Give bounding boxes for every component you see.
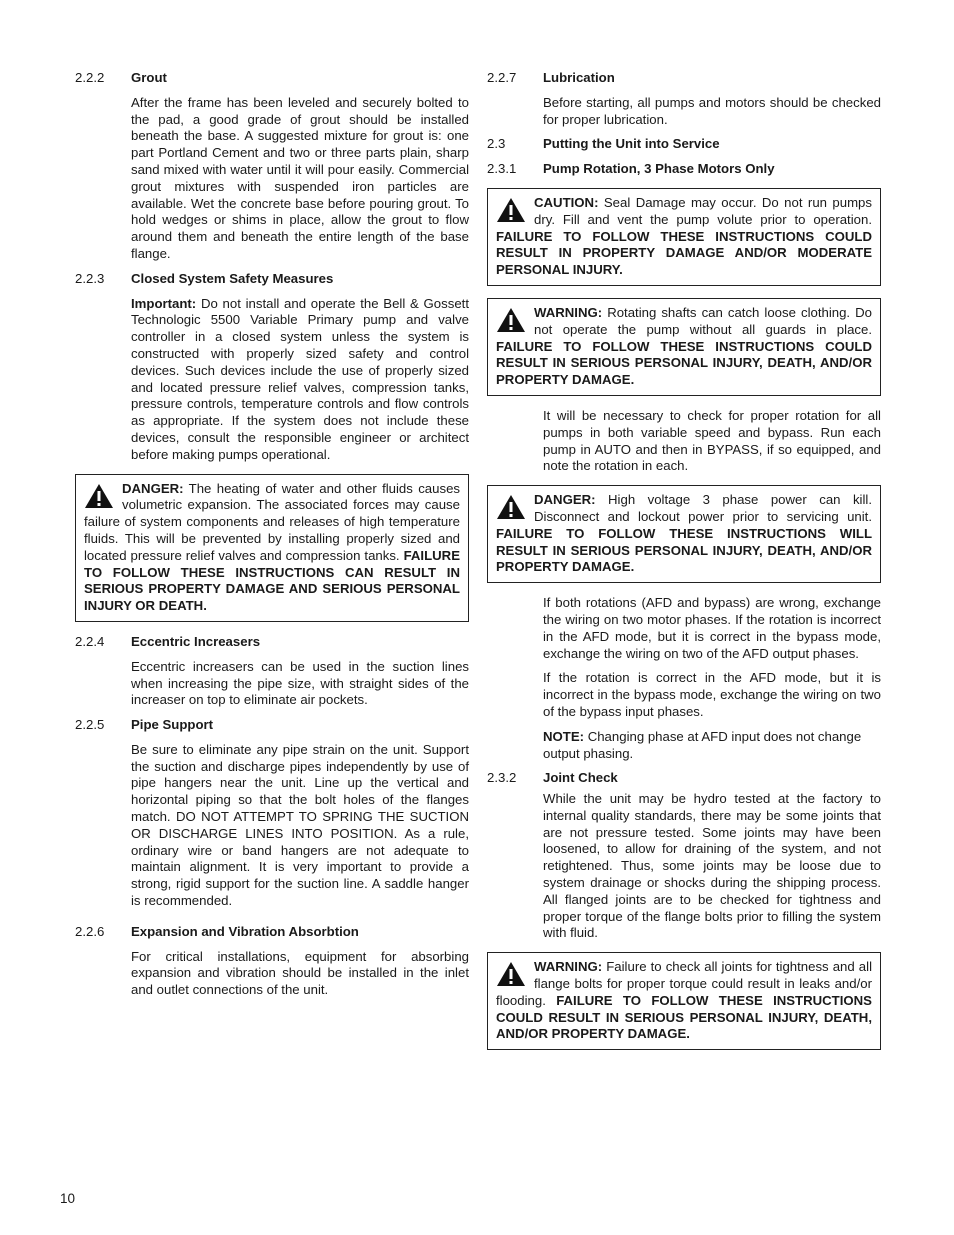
rotation-check-paragraph: It will be necessary to check for proper rotation for all pumps in both variable speed and bypass. Run each pump in AUTO and then in BYPASS, if so equipped, and note the rotation in each. [543,407,881,474]
section-number: 2.3.2 [487,770,517,786]
danger-consequence: FAILURE TO FOLLOW THESE INSTRUCTIONS WILL RESULT IN SERIOUS PERSONAL INJURY, DEATH, AND/OR PROPERTY DAMAGE. [496,525,872,575]
section-heading-2-2-5 [75,717,469,734]
section-number: 2.2.2 [75,70,105,85]
expansion-paragraph: For critical installations, equipment for absorbing expansion and vibration should be installed in the inlet and outlet connections of the unit. [131,948,469,998]
eccentric-increasers-paragraph: Eccentric increasers can be used in the suction lines when increasing the pipe size, with straight sides of the increaser on top to eliminate air pockets. [131,658,469,708]
section-number: 2.2.7 [487,70,517,85]
warning-text: Rotating shafts can catch loose clothing. Do not operate the pump without all guards in place. [534,304,872,337]
section-heading-2-2-3 [75,271,469,288]
section-number: 2.2.3 [75,270,105,286]
section-title: Pump Rotation, 3 Phase Motors Only [543,161,775,177]
section-title: Eccentric Increasers [131,633,261,649]
section-title: Pipe Support [131,717,214,733]
section-heading-2-3 [487,136,881,153]
warning-triangle-icon [496,494,526,520]
section-number: 2.2.5 [75,717,105,733]
section-heading-2-2-2 [75,70,469,87]
warning-triangle-icon [84,483,114,509]
danger-box-voltage [487,485,881,583]
danger-box [75,474,469,622]
section-title: Joint Check [543,770,618,786]
caution-box [487,188,881,286]
warning-box-shafts [487,298,881,396]
caution-label: CAUTION: [534,194,599,210]
warning-triangle-icon [496,961,526,987]
lubrication-paragraph: Before starting, all pumps and motors should be checked for proper lubrication. [543,94,881,127]
section-heading-2-3-2 [487,770,881,787]
danger-label: DANGER: [534,492,596,508]
warning-label: WARNING: [534,304,603,320]
warning-consequence: FAILURE TO FOLLOW THESE INSTRUCTIONS COULD RESULT IN SERIOUS PERSONAL INJURY, DEATH, AND/OR PROPERTY DAMAGE. [496,338,872,388]
section-number: 2.2.4 [75,633,105,649]
section-heading-2-2-6 [75,924,469,941]
note-paragraph [543,729,881,763]
section-number: 2.2.6 [75,923,105,939]
section-title: Grout [131,70,167,85]
section-title: Lubrication [543,70,615,85]
section-heading-2-2-7 [487,70,881,87]
pipe-support-paragraph: Be sure to eliminate any pipe strain on the unit. Support the suction and discharge pipes independently by use of pipe hangers near the unit. Line up the vertical and horizontal piping so that the bolt holes of the flanges match. DO NOT ATTEMPT TO SPRING THE SUCTION OR DISCHARGE LINES INTO POSITION. As a rule, ordinary wire or band hangers are not adequate to maintain alignment. It is very important to provide a strong, rigid support for the suction line. A saddle hanger is recommended. [131,741,469,909]
left-column [75,70,469,1007]
section-heading-2-3-1 [487,161,881,178]
danger-text: The heating of water and other fluids causes volumetric expansion. The associated forces may cause failure of system components and releases of high temperature fluids. This will be prevented by installing properly sized and located pressure relief valves and compression tanks. [84,480,460,563]
danger-label: DANGER: [122,480,184,496]
section-title: Closed System Safety Measures [131,270,334,286]
note-label: NOTE: [543,728,585,744]
page-number: 10 [60,1191,76,1206]
warning-triangle-icon [496,307,526,333]
section-heading-2-2-4 [75,634,469,651]
section-number: 2.3.1 [487,161,517,177]
note-text: Changing phase at AFD input does not change output phasing. [543,728,862,761]
warning-triangle-icon [496,197,526,223]
safety-measures-text: Do not install and operate the Bell & Gossett Technologic 5500 Variable Primary pump and valve controller in a closed system unless the system is constructed with properly sized safety and control devices. Such devices include the use of properly sized and located pressure relief valves, compression tanks, pressure controls, temperature controls and flow controls as appropriate. If the system does not include these devices, consult the responsible engineer or architect before making pumps operational. [131,295,469,462]
joint-check-paragraph: While the unit may be hydro tested at the factory to internal quality standards, there may be some joints that are not pressure tested. Some joints may have been loosened, to allow for draining of the system, and not retightened. Thus, some joints may be loose due to system drainage or shocks during the shipping process. All flanged joints are to be checked for tightness and proper torque of the flange bolts prior to filling the system with fluid. [543,791,881,941]
section-number: 2.3 [487,136,506,152]
warning-box-joints [487,952,881,1050]
caution-text: Seal Damage may occur. Do not run pumps dry. Fill and vent the pump volute prior to operation. [534,194,872,227]
rotation-correct-paragraph: If the rotation is correct in the AFD mode, but it is incorrect in the bypass mode, exchange the wiring on two of the bypass input phases. [543,670,881,719]
grout-paragraph: After the frame has been leveled and securely bolted to the pad, a good grade of grout should be installed beneath the base. A suggested mixture for grout is: one part Portland Cement and two or three parts plain, sharp sand mixed with water until it will pour easily. Commercial grout mixtures with suspended iron particles are available. Wet the concrete base before pouring grout. To hold wedges or shims in place, allow the grout to flow around them and beneath the entire length of the base flange. [131,94,469,261]
danger-text: High voltage 3 phase power can kill. Disconnect and lockout power prior to servicing unit. [534,492,873,524]
section-title: Expansion and Vibration Absorbtion [131,923,359,939]
danger-consequence: FAILURE TO FOLLOW THESE INSTRUCTIONS CAN RESULT IN SERIOUS PROPERTY DAMAGE AND SERIOUS PERSONAL INJURY OR DEATH. [84,547,460,614]
warning-consequence: FAILURE TO FOLLOW THESE INSTRUCTIONS COULD RESULT IN SERIOUS PERSONAL INJURY, DEATH, AND/OR PROPERTY DAMAGE. [496,992,872,1042]
warning-label: WARNING: [534,959,603,975]
important-label: Important: [131,295,197,311]
warning-text: Failure to check all joints for tightness and all flange bolts for proper torque could result in leaks and/or flooding. [496,959,872,1008]
caution-consequence: FAILURE TO FOLLOW THESE INSTRUCTIONS COULD RESULT IN PROPERTY DAMAGE AND/OR MODERATE PERSONAL INJURY. [496,228,872,278]
section-title: Putting the Unit into Service [543,136,720,152]
right-column [487,70,881,1062]
safety-measures-paragraph [131,296,469,464]
both-rotations-paragraph: If both rotations (AFD and bypass) are wrong, exchange the wiring on two motor phases. If the rotation is incorrect in the AFD mode, but it is correct in the bypass mode, exchange the wiring on two of the AFD output phases. [543,595,881,661]
